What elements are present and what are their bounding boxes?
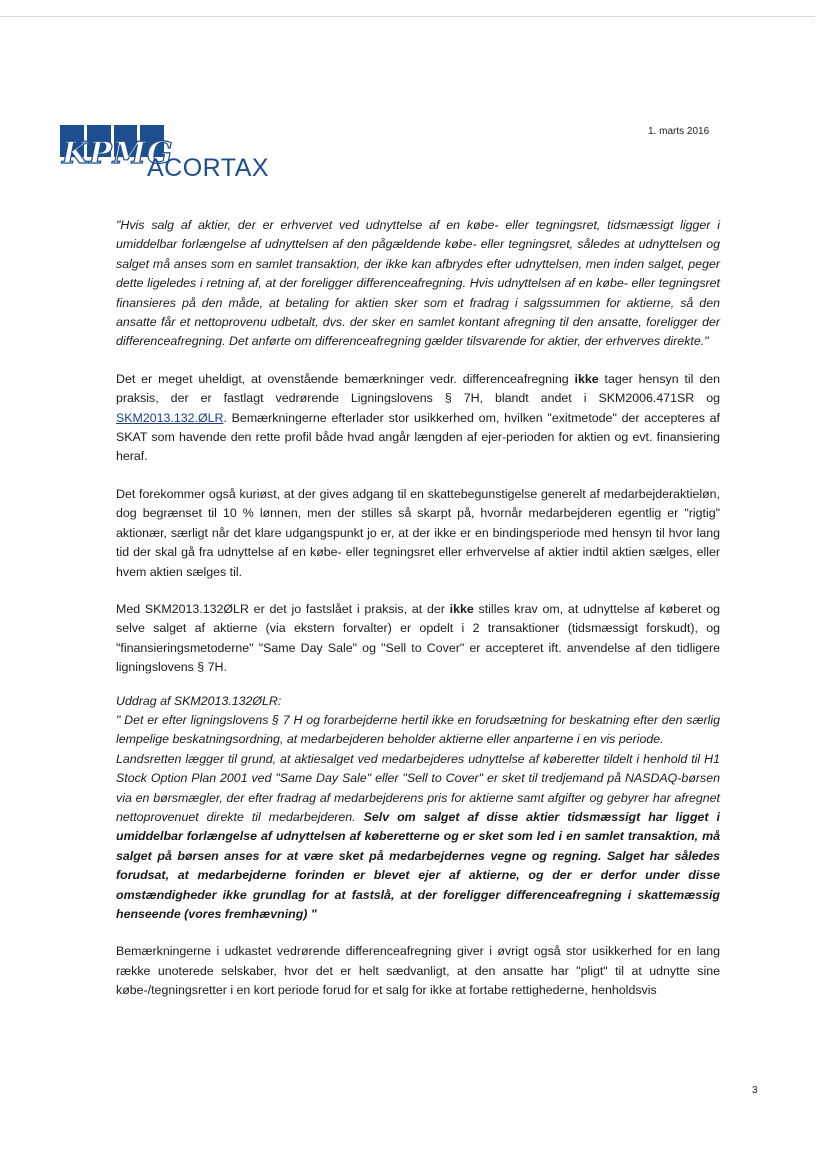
page-number: 3	[752, 1085, 758, 1096]
bold-run: ikke	[449, 601, 474, 616]
company-logo	[60, 125, 275, 185]
text-run: stilles krav om, at udnyttelse af køberet og selve salget af aktierne (via ekstern forvalter) er opdelt i 2 transaktioner (tidsmæssigt forskudt), og "finansieringsmetoderne" "Same Day Sale" og "Sell to Cover" er accepteret ift. anvendelse af den tidligere ligningslovens § 7H.	[116, 601, 720, 675]
company-name: ACORTAX	[147, 154, 270, 182]
letter-body	[116, 216, 720, 1001]
paragraph-skm	[116, 600, 720, 678]
emphasis-run: Selv om salget af disse aktier tidsmæssigt har ligget i umiddelbar forlængelse af udnyttelsen af køberetterne og er sket som led i en samlet transaktion, må salget på børsen anses for at være sket på medarbejdernes vegne og regning. Salget har således forudsat, at medarbejderne forinden er blevet ejer af aktierne, og der er derfor under disse omstændigheder ikke grundlag for at fastslå, at der foreligger differenceafregning i skattemæssig henseende (vores fremhævning) "	[116, 809, 720, 921]
top-rule	[0, 16, 815, 17]
quote-paragraph: "Hvis salg af aktier, der er erhvervet ved udnyttelse af en købe- eller tegningsret, tidsmæssigt ligger i umiddelbar forlængelse af udnyttelsen af den pågældende købe- eller tegningsret, således at udnyttelsen og salget må anses som en samlet transaktion, der ikke kan afbrydes efter udnyttelsen, men inden salget, peger dette ligeledes i retning af, at der foreligger differenceafregning. Hvis udnyttelsen af en købe- eller tegningsret finansieres på den måde, at betaling for aktien sker som et fradrag i salgssummen for aktierne, så den ansatte får et nettoprovenu udbetalt, dvs. der sker en samlet kontant afregning til den ansatte, foreligger der differenceafregning. Det anførte om differenceafregning gælder tilsvarende for aktier, der erhverves direkte."	[116, 218, 720, 349]
paragraph-curious: Det forekommer også kuriøst, at der gives adgang til en skattebegunstigelse generelt af medarbejderaktieløn, dog begrænset til 10 % lønnen, men der stilles så skarpt på, hvornår medarbejderen egentlig er "rigtig" aktionær, særligt når det klare udgangspunkt jo er, at der ikke er en bindingsperiode med hensyn til hvor lang tid der skal gå fra udnyttelse af en købe- eller tegningsret eller erhvervelse af aktier indtil aktien sælges, eller hvem aktien sælges til.	[116, 486, 720, 579]
extract-paragraph-1: " Det er efter ligningslovens § 7 H og forarbejderne hertil ikke en forudsætning for beskatning efter den særlig lempelige beskatningsordning, at medarbejderen beholder aktierne eller anparterne i en vis periode.	[116, 712, 720, 747]
text-run: Landsretten lægger til grund, at aktiesalget ved medarbejderes udnyttelse af køberetter tildelt i henhold til H1 Stock Option Plan 2001 ved "Same Day Sale" eller "Sell to Cover" er sket til tredjemand på NASDAQ-børsen via en børsmægler, der efter fradrag af medarbejderens pris for aktierne samt afgifter og gebyrer har afregnet nettoprovenuet direkte til medarbejderen.	[116, 751, 720, 824]
text-run: Det er meget uheldigt, at ovenstående bemærkninger vedr. differenceafregning	[116, 371, 575, 386]
bold-run: ikke	[574, 371, 599, 386]
extract-paragraph-2	[116, 750, 720, 925]
text-run: Med SKM2013.132ØLR er det jo fastslået i praksis, at der	[116, 601, 450, 616]
document-date: 1. marts 2016	[648, 126, 710, 137]
skm-link[interactable]: SKM2013.132.ØLR	[116, 410, 224, 425]
text-run: . Bemærkningerne efterlader stor usikkerhed om, hvilken "exitmetode" der accepteres af SKAT som havende den rette profil både hvad angår længden af ejer-perioden for aktien og evt. finansiering heraf.	[116, 410, 720, 464]
extract-heading: Uddrag af SKM2013.132ØLR:	[116, 693, 282, 708]
text-run: tager hensyn til den praksis, der er fastlagt vedrørende Ligningslovens § 7H, blandt andet i SKM2006.471SR og	[116, 371, 721, 406]
kpmg-logo-text: KPMG	[62, 136, 174, 171]
paragraph-remarks: Bemærkningerne i udkastet vedrørende differenceafregning giver i øvrigt også stor usikkerhed for en lang række unoterede selskaber, hvor det er helt sædvanligt, at den ansatte har "pligt" til at udnytte sine købe-/tegningsretter i en kort periode forud for et salg for ikke at fortabe rettighederne, henholdsvis	[116, 944, 720, 998]
paragraph-praxis	[116, 370, 720, 467]
